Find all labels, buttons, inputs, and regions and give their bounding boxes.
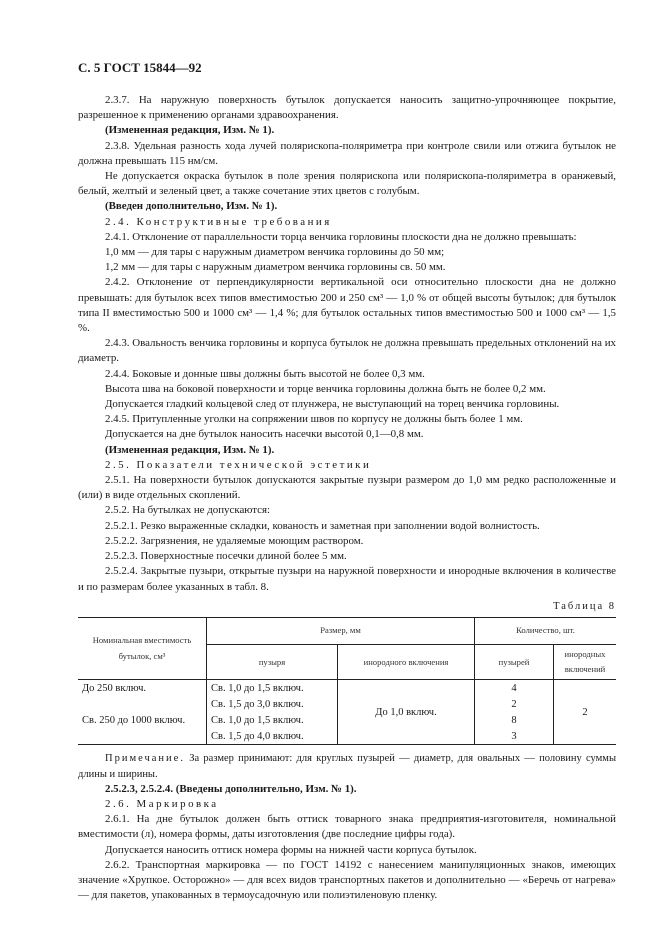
- amendment-note: (Измененная редакция, Изм. № 1).: [105, 124, 275, 137]
- paragraph: Высота шва на боковой поверхности и торце венчика горловины должна быть не более 0,2 мм.: [105, 382, 546, 395]
- paragraph: 2.4.3. Овальность венчика горловины и корпуса бутылок не должна превышать предельных отклонений на их диаметр.: [78, 337, 616, 365]
- inclusion-qty-cell: 2: [554, 680, 617, 745]
- table-note: [78, 751, 616, 781]
- paragraph: Не допускается окраска бутылок в поле зрения полярископа или полярископа-поляриметра в оранжевый, белый, желтый и зеленый цвет, а также сочетание этих цветов с голубым.: [78, 170, 616, 198]
- header-bubbles-qty: пузырей: [475, 644, 554, 679]
- header-capacity: Номинальная вместимость бутылок, см³: [78, 617, 207, 679]
- amendment-note: 2.5.2.3, 2.5.2.4. (Введены дополнительно, Изм. № 1).: [105, 782, 357, 795]
- header-size: Размер, мм: [207, 617, 475, 644]
- header-quantity: Количество, шт.: [475, 617, 617, 644]
- paragraph: 2.5.1. На поверхности бутылок допускаются закрытые пузыри размером до 1,0 мм редко расположенные и (или) в виде отдельных скоплений.: [78, 474, 616, 502]
- bubble-size-cell: Св. 1,5 до 4,0 включ.: [207, 728, 338, 745]
- paragraph: 2.4.1. Отклонение от параллельности торца венчика горловины плоскости дна не должно превышать:: [105, 230, 577, 243]
- bubble-qty-cell: 3: [475, 728, 554, 745]
- note-label: Примечание.: [105, 753, 185, 765]
- bubble-size-cell: Св. 1,5 до 3,0 включ.: [207, 696, 338, 712]
- note-text: За размер принимают: для круглых пузырей — диаметр, для овальных — половину суммы длины и ширины.: [78, 753, 617, 780]
- capacity-cell: До 250 включ.: [82, 682, 147, 694]
- bubble-size-cell: Св. 1,0 до 1,5 включ.: [207, 712, 338, 728]
- bubble-size-cell: Св. 1,0 до 1,5 включ.: [207, 680, 338, 697]
- paragraph: 2.4.4. Боковые и донные швы должны быть высотой не более 0,3 мм.: [105, 367, 425, 380]
- section-heading: 2.4. Конструктивные требования: [105, 215, 332, 228]
- paragraph: 2.3.7. На наружную поверхность бутылок допускается наносить защитно-упрочняющее покрытие, разрешенное к применению органами здравоохранения.: [78, 94, 616, 122]
- paragraph: 2.4.5. Притупленные уголки на сопряжении швов по корпусу не должны быть более 1 мм.: [105, 413, 523, 426]
- header-inclusions-qty: инородных включений: [554, 644, 617, 679]
- paragraph: 2.5.2. На бутылках не допускаются:: [105, 504, 271, 517]
- paragraph: 2.4.2. Отклонение от перпендикулярности вертикальной оси относительно плоскости дна не должно превышать: для бутылок всех типов вместимостью 200 и 250 см³ — 1,0 % от общей высоты бутылок; для бутылок типа II вместимостью 500 и 1000 см³ — 1,4 %; для бутылок остальных типов вместимостью 500 и 1000 см³ — 1,5 %.: [78, 276, 616, 335]
- amendment-note: (Измененная редакция, Изм. № 1).: [105, 443, 275, 456]
- page-header: С. 5 ГОСТ 15844—92: [78, 60, 202, 75]
- paragraph: Допускается гладкий кольцевой след от плунжера, не выступающий на торец венчика горловины.: [105, 398, 560, 411]
- paragraph: 1,2 мм — для тары с наружным диаметром венчика горловины св. 50 мм.: [105, 261, 446, 274]
- capacity-cell: Св. 250 до 1000 включ.: [82, 714, 186, 726]
- defects-table: [78, 617, 616, 745]
- paragraph: Допускается на дне бутылок наносить насечки высотой 0,1—0,8 мм.: [105, 428, 424, 441]
- document-body: [78, 93, 616, 903]
- table-row: [78, 680, 616, 697]
- section-heading: 2.6. Маркировка: [105, 797, 219, 810]
- paragraph: Допускается наносить оттиск номера формы на нижней части корпуса бутылок.: [105, 843, 477, 856]
- table-caption: Таблица 8: [553, 600, 616, 612]
- bubble-qty-cell: 8: [475, 712, 554, 728]
- inclusion-size-cell: До 1,0 включ.: [338, 680, 475, 745]
- paragraph: 1,0 мм — для тары с наружным диаметром венчика горловины до 50 мм;: [105, 246, 445, 259]
- section-heading: 2.5. Показатели технической эстетики: [105, 458, 372, 471]
- paragraph: 2.3.8. Удельная разность хода лучей полярископа-поляриметра при контроле свили или отжига бутылок не должна превышать 115 нм/см.: [78, 139, 616, 167]
- amendment-note: (Введен дополнительно, Изм. № 1).: [105, 200, 278, 213]
- paragraph: 2.6.2. Транспортная маркировка — по ГОСТ 14192 с нанесением манипуляционных знаков, имеющих значение «Хрупкое. Осторожно» — для всех видов транспортных пакетов и дополнительно — «Беречь от нагрева» — для пакетов, упакованных в термоусадочную или полиэтиленовую пленку.: [78, 858, 616, 902]
- header-inclusion-size: инородного включения: [338, 644, 475, 679]
- paragraph: 2.5.2.2. Загрязнения, не удаляемые моющим раствором.: [105, 534, 364, 547]
- paragraph: 2.5.2.4. Закрытые пузыри, открытые пузыри на наружной поверхности и инородные включения в количестве и по размерам более указанных в табл. 8.: [78, 565, 616, 593]
- paragraph: 2.6.1. На дне бутылок должен быть оттиск товарного знака предприятия-изготовителя, номинальной вместимости (л), номера формы, даты изготовления (две последние цифры года).: [78, 813, 616, 841]
- bubble-qty-cell: 4: [475, 680, 554, 697]
- paragraph: 2.5.2.1. Резко выраженные складки, кованость и заметная при заполнении водой волнистость.: [105, 519, 540, 532]
- bubble-qty-cell: 2: [475, 696, 554, 712]
- paragraph: 2.5.2.3. Поверхностные посечки длиной более 5 мм.: [105, 550, 347, 563]
- header-bubble-size: пузыря: [207, 644, 338, 679]
